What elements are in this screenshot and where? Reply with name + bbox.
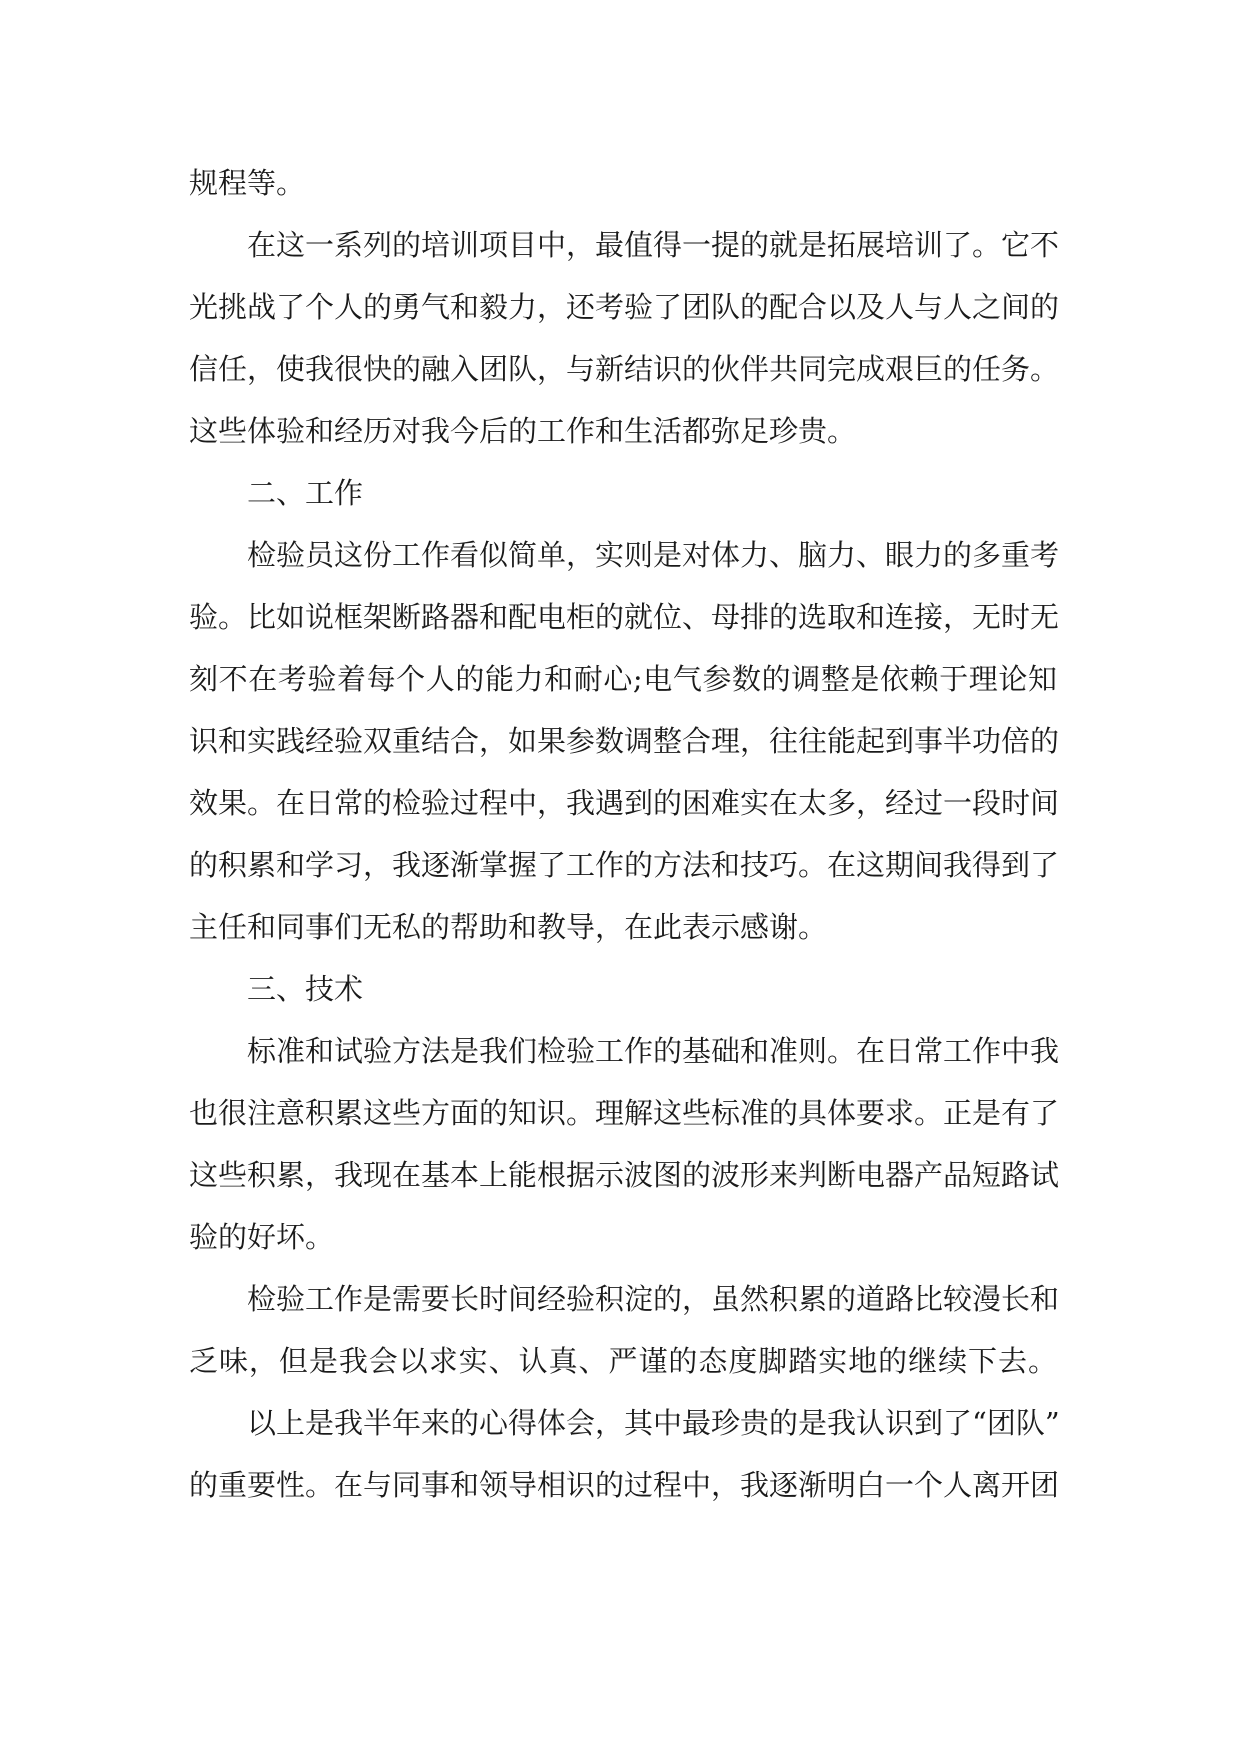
text-line: 效果。在日常的检验过程中，我遇到的困难实在太多，经过一段时间 <box>189 786 1060 820</box>
text-line: 验的好坏。 <box>189 1220 335 1254</box>
text-line: 这些体验和经历对我今后的工作和生活都弥足珍贵。 <box>189 414 857 448</box>
section-heading: 二、工作 <box>247 476 364 510</box>
text-line: 识和实践经验双重结合，如果参数调整合理，往往能起到事半功倍的 <box>189 724 1060 758</box>
text-line: 也很注意积累这些方面的知识。理解这些标准的具体要求。正是有了 <box>189 1096 1060 1130</box>
text-line: 检验员这份工作看似简单，实则是对体力、脑力、眼力的多重考 <box>247 538 1060 572</box>
text-line: 以上是我半年来的心得体会，其中最珍贵的是我认识到了“团队” <box>247 1406 1060 1440</box>
text-line: 规程等。 <box>189 166 306 200</box>
document-body <box>189 152 1060 1516</box>
text-line: 验。比如说框架断路器和配电柜的就位、母排的选取和连接，无时无 <box>189 600 1060 634</box>
text-line: 乏味，但是我会以求实、认真、严谨的态度脚踏实地的继续下去。 <box>189 1344 1057 1378</box>
text-line: 的重要性。在与同事和领导相识的过程中，我逐渐明白一个人离开团 <box>189 1468 1060 1502</box>
text-line: 主任和同事们无私的帮助和教导，在此表示感谢。 <box>189 910 828 944</box>
text-line: 的积累和学习，我逐渐掌握了工作的方法和技巧。在这期间我得到了 <box>189 848 1060 882</box>
text-line: 光挑战了个人的勇气和毅力，还考验了团队的配合以及人与人之间的 <box>189 290 1060 324</box>
text-line: 刻不在考验着每个人的能力和耐心;电气参数的调整是依赖于理论知 <box>189 662 1057 696</box>
text-line: 信任，使我很快的融入团队，与新结识的伙伴共同完成艰巨的任务。 <box>189 352 1060 386</box>
text-line: 这些积累，我现在基本上能根据示波图的波形来判断电器产品短路试 <box>189 1158 1060 1192</box>
section-heading: 三、技术 <box>247 972 364 1006</box>
text-line: 在这一系列的培训项目中，最值得一提的就是拓展培训了。它不 <box>247 228 1060 262</box>
text-line: 标准和试验方法是我们检验工作的基础和准则。在日常工作中我 <box>247 1034 1060 1068</box>
text-line: 检验工作是需要长时间经验积淀的，虽然积累的道路比较漫长和 <box>247 1282 1060 1316</box>
